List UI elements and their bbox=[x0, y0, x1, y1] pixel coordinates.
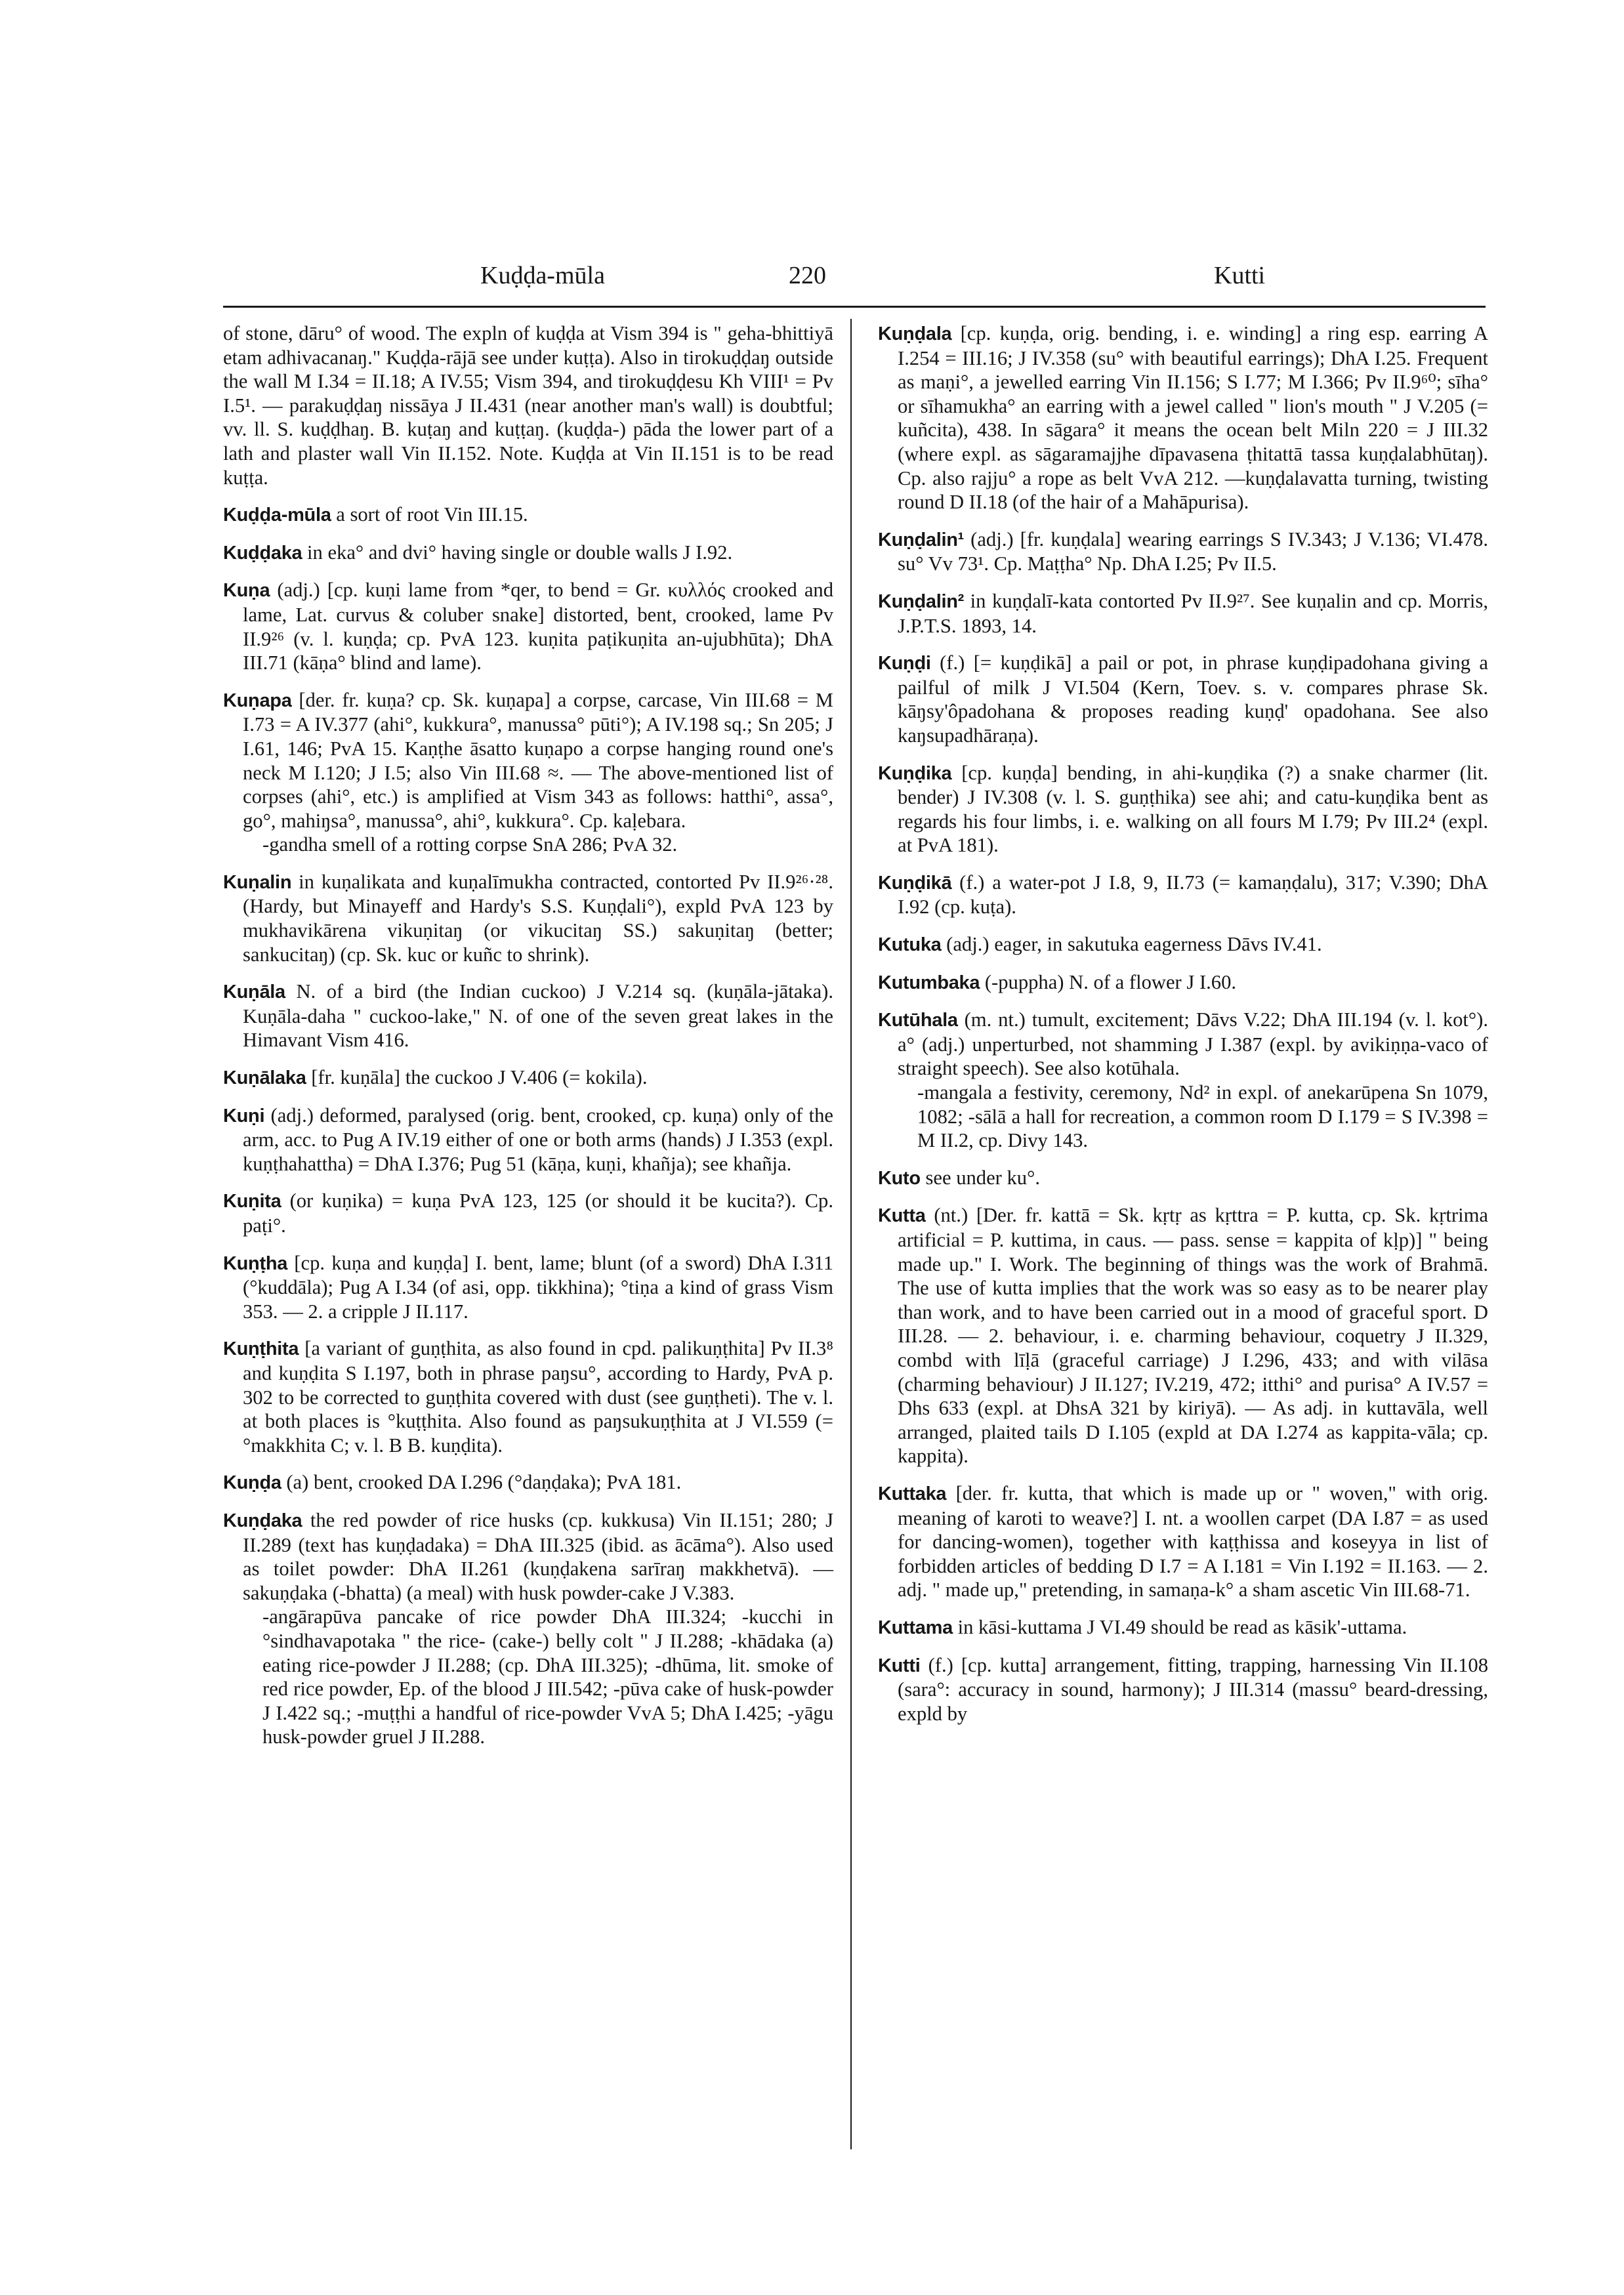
column-divider bbox=[850, 319, 852, 2149]
dictionary-entry bbox=[223, 541, 833, 566]
entry-definition: [der. fr. kutta, that which is made up or " woven," with orig. meaning of karoti to weave?] I. nt. a woollen carpet (DA I.87 = as used for dancing-women), together with kaṭṭhissa and koseyya in list of forbidden articles of bedding D I.7 = A I.181 = Vin I.192 = II.163. — 2. adj. " made up," pretending, in samaṇa-k° a sham ascetic Vin III.68-71. bbox=[898, 1481, 1488, 1602]
dictionary-entry bbox=[223, 321, 833, 489]
entry-headword: Kuto bbox=[878, 1167, 921, 1189]
dictionary-entry bbox=[223, 1508, 833, 1749]
entry-definition: [a variant of guṇṭhita, as also found in cpd. palikuṇṭhita] Pv II.3⁸ and kuṇḍita S I.197, both in phrase paŋsu°, according to Hardy, PvA p. 302 to be corrected to guṇṭhita covered with dust (see guṇṭheti). The v. l. at both places is °kuṭṭhita. Also found as paŋsukuṇṭhita at J VI.559 (= °makkhita C; v. l. B B. kuṇḍita). bbox=[243, 1337, 833, 1457]
entry-definition: (adj.) eager, in sakutuka eagerness Dāvs IV.41. bbox=[941, 933, 1322, 956]
entry-headword: Kuṇḍika bbox=[878, 762, 952, 784]
dictionary-entry bbox=[878, 761, 1488, 858]
header-rule bbox=[223, 306, 1486, 308]
entry-definition: (f.) a water-pot J I.8, 9, II.73 (= kamaṇḍalu), 317; V.390; DhA I.92 (cp. kuṭa). bbox=[898, 871, 1488, 919]
entry-definition: (nt.) [Der. fr. kattā = Sk. kṛtṛ as kṛttra = P. kutta, cp. Sk. kṛtrima artificial = P. kuttima, in caus. — pass. sense = kappita of kḷp)] " being made up." I. Work. The beginning of things was the work of Brahmā. The use of kutta implies that the work was so easy as to be nearer play than work, and to have been carried out in a mood of graceful sport. D III.28. — 2. behaviour, i. e. charming behaviour, coquetry J II.329, combd with līḷā (graceful carriage) J I.296, 433; and with vilāsa (charming behaviour) J II.127; IV.219, 472; itthi° and purisa° A IV.57 = Dhs 633 (expl. at DhsA 321 by kiriyā). — As adj. in kuttavāla, well arranged, plaited tails D I.105 (expld at DA I.274 as kappita-vāla; cp. kappita). bbox=[898, 1204, 1488, 1468]
dictionary-entry bbox=[878, 1481, 1488, 1602]
page-header bbox=[223, 261, 1483, 300]
entry-headword: Kuṇapa bbox=[223, 690, 292, 711]
entry-headword: Kutti bbox=[878, 1655, 921, 1676]
right-column bbox=[878, 321, 1488, 1739]
dictionary-entry bbox=[223, 1470, 833, 1495]
entry-definition: in eka° and dvi° having single or double walls J I.92. bbox=[302, 541, 733, 564]
entry-definition: [der. fr. kuṇa? cp. Sk. kuṇapa] a corpse, carcase, Vin III.68 = M I.73 = A IV.377 (ahi°, kukkura°, manussa° pūti°); A IV.198 sq.; Sn 205; J I.61, 146; PvA 15. Kaṇṭhe āsatto kuṇapo a corpse hanging round one's neck M I.120; J I.5; also Vin III.68 ≈. — The above-mentioned list of corpses (ahi°, etc.) is amplified at Vism 343 as follows: hatthi°, assa°, go°, mahiŋsa°, manussa°, ahi°, kukkura°. Cp. kaḷebara. bbox=[243, 688, 833, 832]
entry-headword: Kutta bbox=[878, 1205, 926, 1227]
dictionary-entry bbox=[223, 980, 833, 1052]
entry-definition: of stone, dāru° of wood. The expln of kuḍḍa at Vism 394 is " geha-bhittiyā etam adhivacanaŋ." Kuḍḍa-rājā see under kuṭṭa). Also in tirokuḍḍaŋ outside the wall M I.34 = II.18; A IV.55; Vism 394, and tirokuḍḍesu Kh VIII¹ = Pv I.5¹. — parakuḍḍaŋ nissāya J II.431 (near another man's wall) is doubtful; vv. ll. S. kuḍḍhaŋ. B. kuṭaŋ and kuṭṭaŋ. (kuḍḍa-) pāda the lower part of a lath and plaster wall Vin II.152. Note. Kuḍḍa at Vin II.151 is to be read kuṭṭa. bbox=[223, 322, 833, 489]
entry-headword: Kutumbaka bbox=[878, 972, 980, 993]
dictionary-entry bbox=[878, 1203, 1488, 1468]
entry-definition: N. of a bird (the Indian cuckoo) J V.214 sq. (kuṇāla-jātaka). Kuṇāla-daha " cuckoo-lake," N. of one of the seven great lakes in the Himavant Vism 416. bbox=[243, 980, 833, 1052]
entry-headword: Kuṇḍikā bbox=[878, 872, 952, 894]
entry-definition: (or kuṇika) = kuṇa PvA 123, 125 (or should it be kucita?). Cp. paṭi°. bbox=[243, 1189, 833, 1237]
dictionary-entry bbox=[878, 1615, 1488, 1640]
entry-headword: Kutūhala bbox=[878, 1010, 958, 1031]
entry-headword: Kuṇḍa bbox=[223, 1472, 281, 1494]
dictionary-entry bbox=[878, 1008, 1488, 1153]
entry-headword: Kuṇita bbox=[223, 1191, 281, 1212]
dictionary-entry bbox=[878, 321, 1488, 514]
entry-definition: (-puppha) N. of a flower J I.60. bbox=[980, 970, 1237, 993]
entry-headword: Kuṇḍalin¹ bbox=[878, 529, 965, 550]
header-left-title: Kuḍḍa-mūla bbox=[480, 262, 605, 289]
entry-headword: Kuṇṭhita bbox=[223, 1338, 299, 1360]
entry-definition: (m. nt.) tumult, excitement; Dāvs V.22; DhA III.194 (v. l. kot°). a° (adj.) unperturbed, not shamming J I.387 (expl. by avikiṇṇa-vaco of straight speech). See also kotūhala. bbox=[898, 1008, 1488, 1080]
entry-definition: in kuṇḍalī-kata contorted Pv II.9²⁷. See kuṇalin and cp. Morris, J.P.T.S. 1893, 14. bbox=[898, 589, 1488, 637]
dictionary-entry bbox=[878, 871, 1488, 919]
page-number: 220 bbox=[789, 262, 826, 289]
dictionary-entry bbox=[878, 527, 1488, 576]
entry-definition: (adj.) deformed, paralysed (orig. bent, crooked, cp. kuṇa) only of the arm, acc. to Pug A IV.19 either of one or both arms (hands) J I.353 (expl. kuṇṭhahattha) = DhA I.376; Pug 51 (kāṇa, kuṇi, khañja); see khañja. bbox=[243, 1104, 833, 1175]
entry-definition: (adj.) [fr. kuṇḍala] wearing earrings S IV.343; J V.136; VI.478. su° Vv 73¹. Cp. Maṭṭha° Np. DhA I.25; Pv II.5. bbox=[898, 527, 1488, 575]
dictionary-entry bbox=[223, 1251, 833, 1324]
entry-definition: in kuṇalikata and kuṇalīmukha contracted, contorted Pv II.9²⁶·²⁸. (Hardy, but Minayeff and Hardy's S.S. Kuṇḍali°), expld PvA 123 by mukhavikārena vikuṇitaŋ (or vikucitaŋ SS.) sakuṇitaŋ (better; sankucitaŋ) (cp. Sk. kuc or kuñc to shrink). bbox=[243, 870, 833, 966]
entry-definition: in kāsi-kuttama J VI.49 should be read as kāsik'-uttama. bbox=[952, 1615, 1407, 1638]
entry-headword: Kuṇḍaka bbox=[223, 1510, 302, 1531]
entry-headword: Kuṇḍi bbox=[878, 653, 931, 674]
entry-definition: [cp. kuṇḍa] bending, in ahi-kuṇḍika (?) a snake charmer (lit. bender) J IV.308 (v. l. S. guṇṭhika) see ahi; and catu-kuṇḍika bent as regards his four limbs, i. e. walking on all fours M I.79; Pv III.2⁴ (expl. at PvA 181). bbox=[898, 761, 1488, 857]
entry-definition: [cp. kuṇa and kuṇḍa] I. bent, lame; blunt (of a sword) DhA I.311 (°kuddāla); Pug A I.34 (of asi, opp. tikkhina); °tiṇa a kind of grass Vism 353. — 2. a cripple J II.117. bbox=[243, 1251, 833, 1323]
entry-headword: Kuṇi bbox=[223, 1105, 265, 1127]
dictionary-entry bbox=[223, 578, 833, 674]
entry-headword: Kuṇḍalin² bbox=[878, 590, 965, 612]
entry-headword: Kuttama bbox=[878, 1617, 953, 1638]
header-right-title: Kutti bbox=[1214, 262, 1266, 289]
entry-headword: Kuṇālaka bbox=[223, 1067, 306, 1089]
entry-definition: [cp. kuṇḍa, orig. bending, i. e. winding] a ring esp. earring A I.254 = III.16; J IV.358 (su° with beautiful earrings); DhA I.25. Frequent as maṇi°, a jewelled earring Vin II.156; S I.77; M I.366; Pv II.9⁶⁰; sīha° or sīhamukha° an earring with a jewel called " lion's mouth " J V.205 (= kuñcita), 438. In sāgara° it means the ocean belt Miln 220 = J III.32 (where expl. as sāgaramajjhe dīpavasena ṭhitattā tassa kuṇḍalabhūtaŋ). Cp. also rajju° a rope as belt VvA 212. —kuṇḍalavatta turning, twisting round D II.18 (of the hair of a Mahāpurisa). bbox=[898, 322, 1488, 514]
entry-definition: (adj.) [cp. kuṇi lame from *qer, to bend = Gr. κυλλός crooked and lame, Lat. curvus & coluber snake] distorted, bent, crooked, lame Pv II.9²⁶ (v. l. kuṇḍa; cp. PvA 123. kuṇita paṭikuṇita an-ujubhūta); DhA III.71 (kāṇa° blind and lame). bbox=[243, 579, 833, 674]
dictionary-entry bbox=[223, 1065, 833, 1090]
dictionary-entry bbox=[878, 932, 1488, 957]
dictionary-entry bbox=[223, 870, 833, 966]
dictionary-entry bbox=[223, 1104, 833, 1176]
entry-definition: see under ku°. bbox=[920, 1166, 1040, 1189]
entry-subentry: -mangala a festivity, ceremony, Nd² in expl. of anekarūpena Sn 1079, 1082; -sālā a hall for recreation, a common room D I.179 = S IV.398 = M II.2, cp. Divy 143. bbox=[917, 1081, 1488, 1152]
entry-headword: Kuḍḍaka bbox=[223, 542, 302, 564]
entry-headword: Kuttaka bbox=[878, 1483, 947, 1504]
entry-headword: Kuṇāla bbox=[223, 982, 285, 1003]
entry-definition: (f.) [cp. kutta] arrangement, fitting, trapping, harnessing Vin II.108 (sara°: accuracy in sound, harmony); J III.314 (massu° beard-dressing, expld by bbox=[898, 1653, 1488, 1725]
entry-headword: Kuṇalin bbox=[223, 871, 292, 893]
dictionary-entry bbox=[878, 970, 1488, 995]
entry-definition: (f.) [= kuṇḍikā] a pail or pot, in phrase kuṇḍipadohana giving a pailful of milk J VI.504 (Kern, Toev. s. v. compares phrase Sk. kāŋsy'ôpadohana & proposes reading kuṇḍ' opadohana. See also kaŋsupadhāraṇa). bbox=[898, 651, 1488, 747]
dictionary-entry bbox=[878, 651, 1488, 747]
dictionary-entry bbox=[223, 503, 833, 527]
entry-headword: Kuṇḍala bbox=[878, 323, 952, 344]
entry-definition: the red powder of rice husks (cp. kukkusa) Vin II.151; 280; J II.289 (text has kuṇḍadaka) = DhA III.325 (ibid. as ācāma°). Also used as toilet powder: DhA II.261 (kuṇḍakena sarīraŋ makkhetvā). —sakuṇḍaka (-bhatta) (a meal) with husk powder-cake J V.383. bbox=[243, 1508, 833, 1604]
dictionary-entry bbox=[223, 1336, 833, 1457]
entry-headword: Kuṇṭha bbox=[223, 1252, 288, 1274]
entry-headword: Kutuka bbox=[878, 934, 942, 956]
dictionary-entry bbox=[878, 1653, 1488, 1726]
entry-subentry: -gandha smell of a rotting corpse SnA 286; PvA 32. bbox=[262, 833, 678, 856]
entry-subentry: -angārapūva pancake of rice powder DhA III.324; -kucchi in °sindhavapotaka " the rice- (cake-) belly colt " J II.288; -khādaka (a) eating rice-powder J II.288; (cp. DhA III.325); -dhūma, lit. smoke of red rice powder, Ep. of the blood J III.542; -pūva cake of husk-powder J I.422 sq.; -muṭṭhi a handful of rice-powder VvA 5; DhA I.425; -yāgu husk-powder gruel J II.288. bbox=[262, 1605, 833, 1748]
dictionary-entry bbox=[223, 688, 833, 857]
entry-headword: Kuḍḍa-mūla bbox=[223, 505, 331, 526]
entry-definition: (a) bent, crooked DA I.296 (°daṇḍaka); PvA 181. bbox=[281, 1471, 682, 1494]
entry-headword: Kuṇa bbox=[223, 580, 270, 602]
entry-definition: [fr. kuṇāla] the cuckoo J V.406 (= kokila). bbox=[306, 1066, 648, 1089]
dictionary-entry bbox=[878, 589, 1488, 638]
dictionary-entry bbox=[223, 1189, 833, 1237]
dictionary-entry bbox=[878, 1166, 1488, 1191]
entry-definition: a sort of root Vin III.15. bbox=[331, 503, 528, 526]
left-column bbox=[223, 321, 833, 1762]
